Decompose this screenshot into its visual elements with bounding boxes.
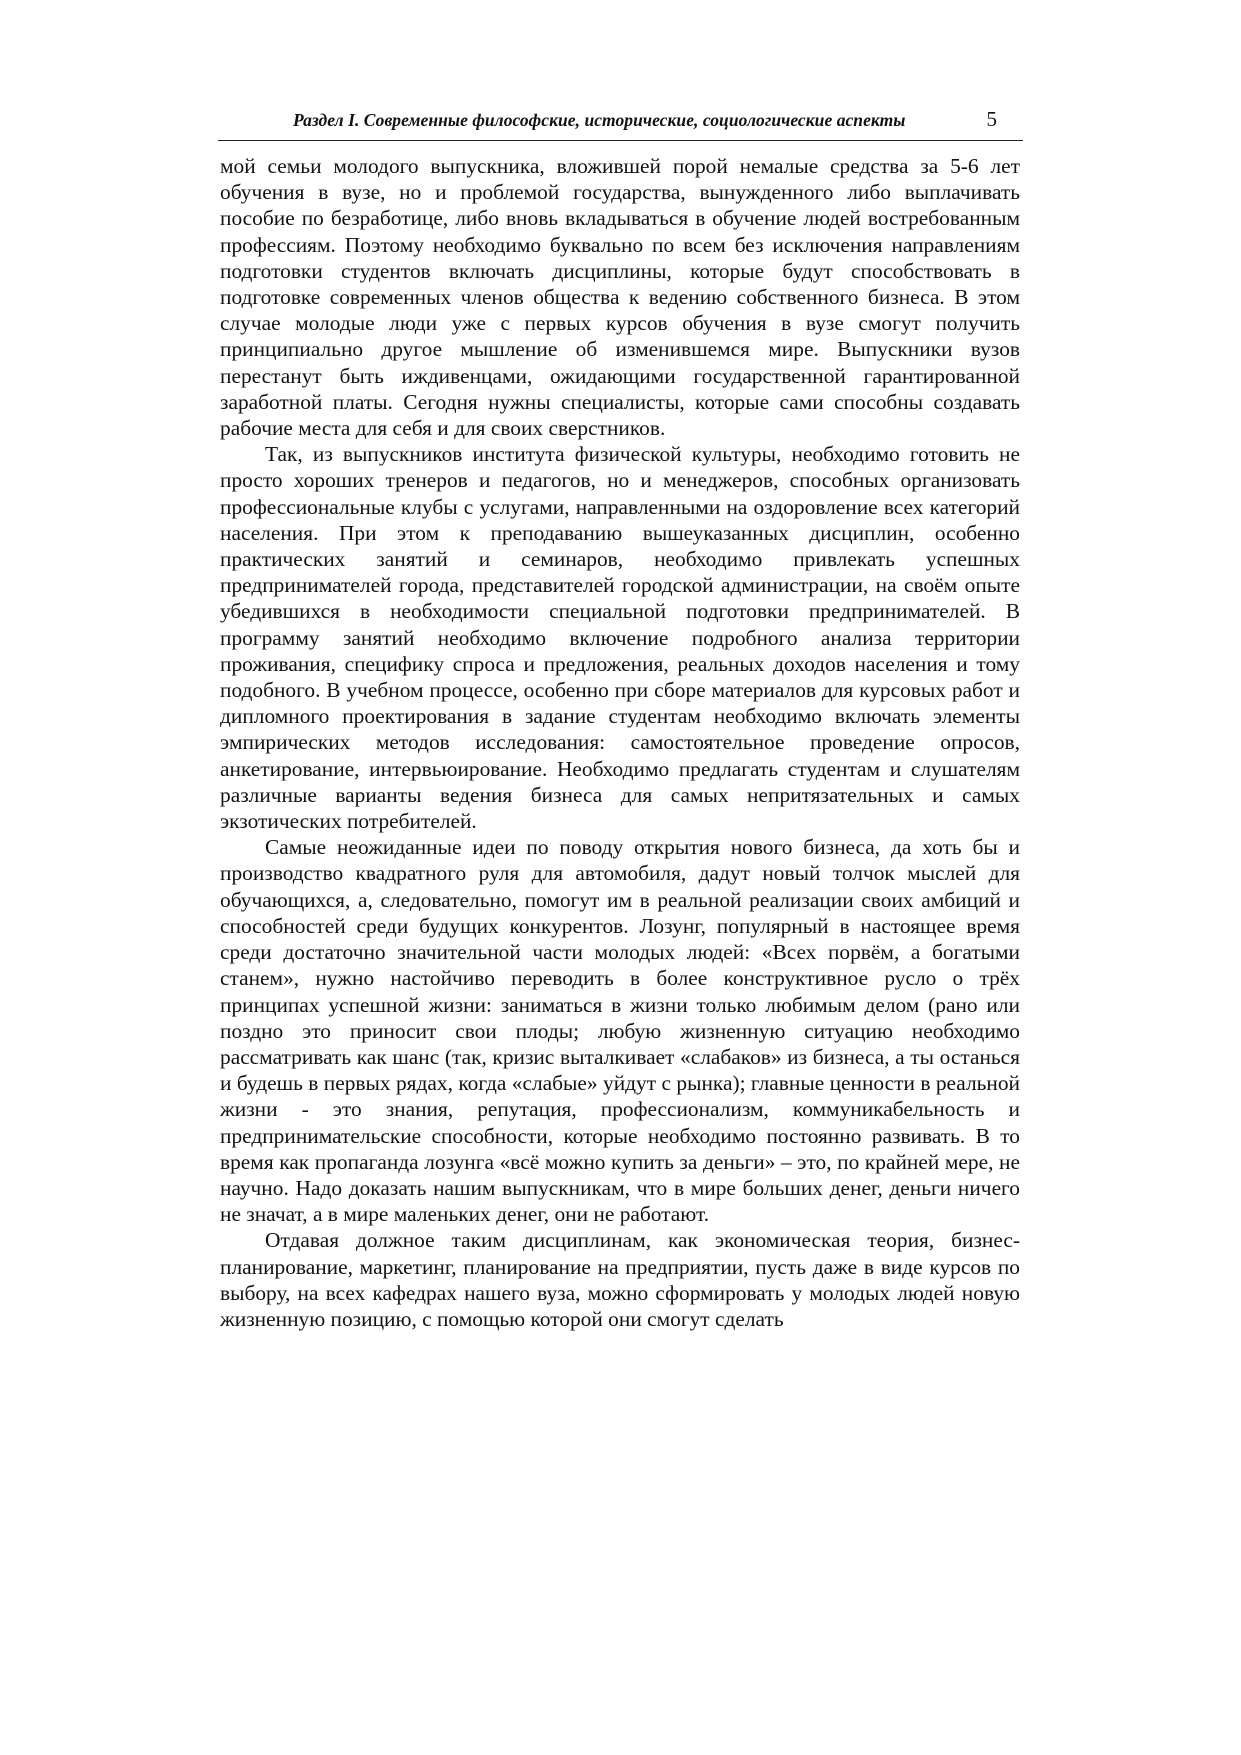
running-header-title: Раздел I. Современные философские, исторические, социологические аспекты (293, 110, 906, 130)
page-number: 5 (986, 107, 997, 131)
running-header (218, 104, 1023, 141)
paragraph: Отдавая должное таким дисциплинам, как экономическая теория, бизнес-планирование, маркетинг, планирование на предприятии, пусть даже в виде курсов по выбору, на всех кафедрах нашего вуза, можно сформировать у молодых людей новую жизненную позицию, с помощью которой они смогут сделать (220, 1228, 1020, 1331)
paragraph: Так, из выпускников института физической культуры, необходимо готовить не просто хороших тренеров и педагогов, но и менеджеров, способных организовать профессиональные клубы с услугами, направленными на оздоровление всех категорий населения. При этом к преподаванию вышеуказанных дисциплин, особенно практических занятий и семинаров, необходимо привлекать успешных предпринимателей города, представителей городской администрации, на своём опыте убедившихся в необходимости специальной подготовки предпринимателей. В программу занятий необходимо включение подробного анализа территории проживания, специфику спроса и предложения, реальных доходов населения и тому подобного. В учебном процессе, особенно при сборе материалов для курсовых работ и дипломного проектирования в задание студентам необходимо включать элементы эмпирических методов исследования: самостоятельное проведение опросов, анкетирование, интервьюирование. Необходимо предлагать студентам и слушателям различные варианты ведения бизнеса для самых непритязательных и самых экзотических потребителей. (220, 442, 1020, 834)
body-text (220, 153, 1020, 1332)
paragraph-continuation: мой семьи молодого выпускника, вложившей порой немалые средства за 5-6 лет обучения в вузе, но и проблемой государства, вынужденного либо выплачивать пособие по безработице, либо вновь вкладываться в обучение людей востребованным профессиям. Поэтому необходимо буквально по всем без исключения направлениям подготовки студентов включать дисциплины, которые будут способствовать в подготовке современных членов общества к ведению собственного бизнеса. В этом случае молодые люди уже с первых курсов обучения в вузе смогут получить принципиально другое мышление об изменившемся мире. Выпускники вузов перестанут быть иждивенцами, ожидающими государственной гарантированной заработной платы. Сегодня нужны специалисты, которые сами способны создавать рабочие места для себя и для своих сверстников. (220, 154, 1020, 441)
paragraph: Самые неожиданные идеи по поводу открытия нового бизнеса, да хоть бы и производство квадратного руля для автомобиля, дадут новый толчок мыслей для обучающихся, а, следовательно, помогут им в реальной реализации своих амбиций и способностей среди будущих конкурентов. Лозунг, популярный в настоящее время среди достаточно значительной части молодых людей: «Всех порвём, а богатыми станем», нужно настойчиво переводить в более конструктивное русло о трёх принципах успешной жизни: заниматься в жизни только любимым делом (рано или поздно это приносит свои плоды; любую жизненную ситуацию необходимо рассматривать как шанс (так, кризис выталкивает «слабаков» из бизнеса, а ты останься и будешь в первых рядах, когда «слабые» уйдут с рынка); главные ценности в реальной жизни - это знания, репутация, профессионализм, коммуникабельность и предпринимательские способности, которые необходимо постоянно развивать. В то время как пропаганда лозунга «всё можно купить за деньги» – это, по крайней мере, не научно. Надо доказать нашим выпускникам, что в мире больших денег, деньги ничего не значат, а в мире маленьких денег, они не работают. (220, 835, 1020, 1227)
